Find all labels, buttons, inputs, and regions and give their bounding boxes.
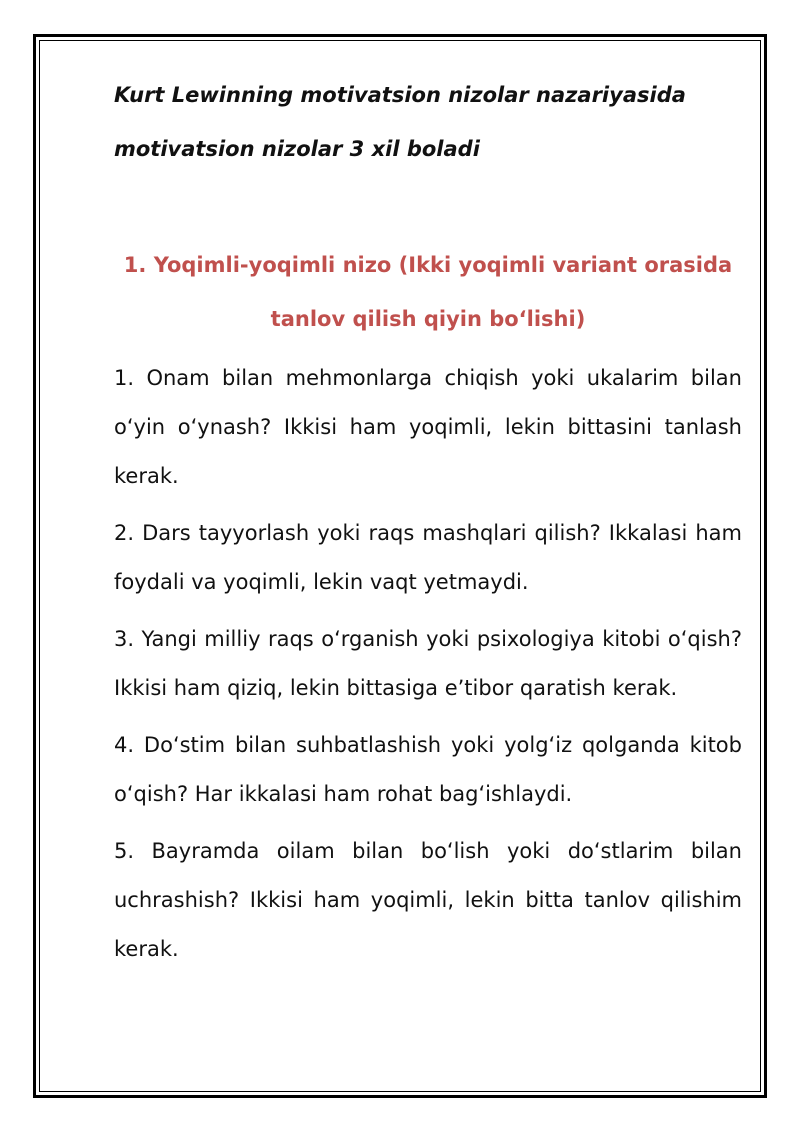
- list-item: 4. Doʻstim bilan suhbatlashish yoki yolgʻiz qolganda kitob oʻqish? Har ikkalasi ham rohat bagʻishlaydi.: [114, 733, 742, 806]
- list-item: 3. Yangi milliy raqs oʻrganish yoki psixologiya kitobi oʻqish? Ikkisi ham qiziq, lekin bittasiga eʼtibor qaratish kerak.: [114, 627, 742, 700]
- document-title: Kurt Lewinning motivatsion nizolar nazariyasida motivatsion nizolar 3 xil boladi: [114, 83, 686, 161]
- list-item: 5. Bayramda oilam bilan boʻlish yoki doʻstlarim bilan uchrashish? Ikkisi ham yoqimli, lekin bitta tanlov qilishim kerak.: [114, 839, 742, 961]
- list-item: 1. Onam bilan mehmonlarga chiqish yoki ukalarim bilan oʻyin oʻynash? Ikkisi ham yoqimli, lekin bittasini tanlash kerak.: [114, 366, 742, 488]
- list-item: 2. Dars tayyorlash yoki raqs mashqlari qilish? Ikkalasi ham foydali va yoqimli, lekin vaqt yetmaydi.: [114, 521, 742, 594]
- document-body: [114, 68, 742, 974]
- section-heading: 1. Yoqimli-yoqimli nizo (Ikki yoqimli variant orasida tanlov qilish qiyin boʻlishi): [123, 253, 733, 331]
